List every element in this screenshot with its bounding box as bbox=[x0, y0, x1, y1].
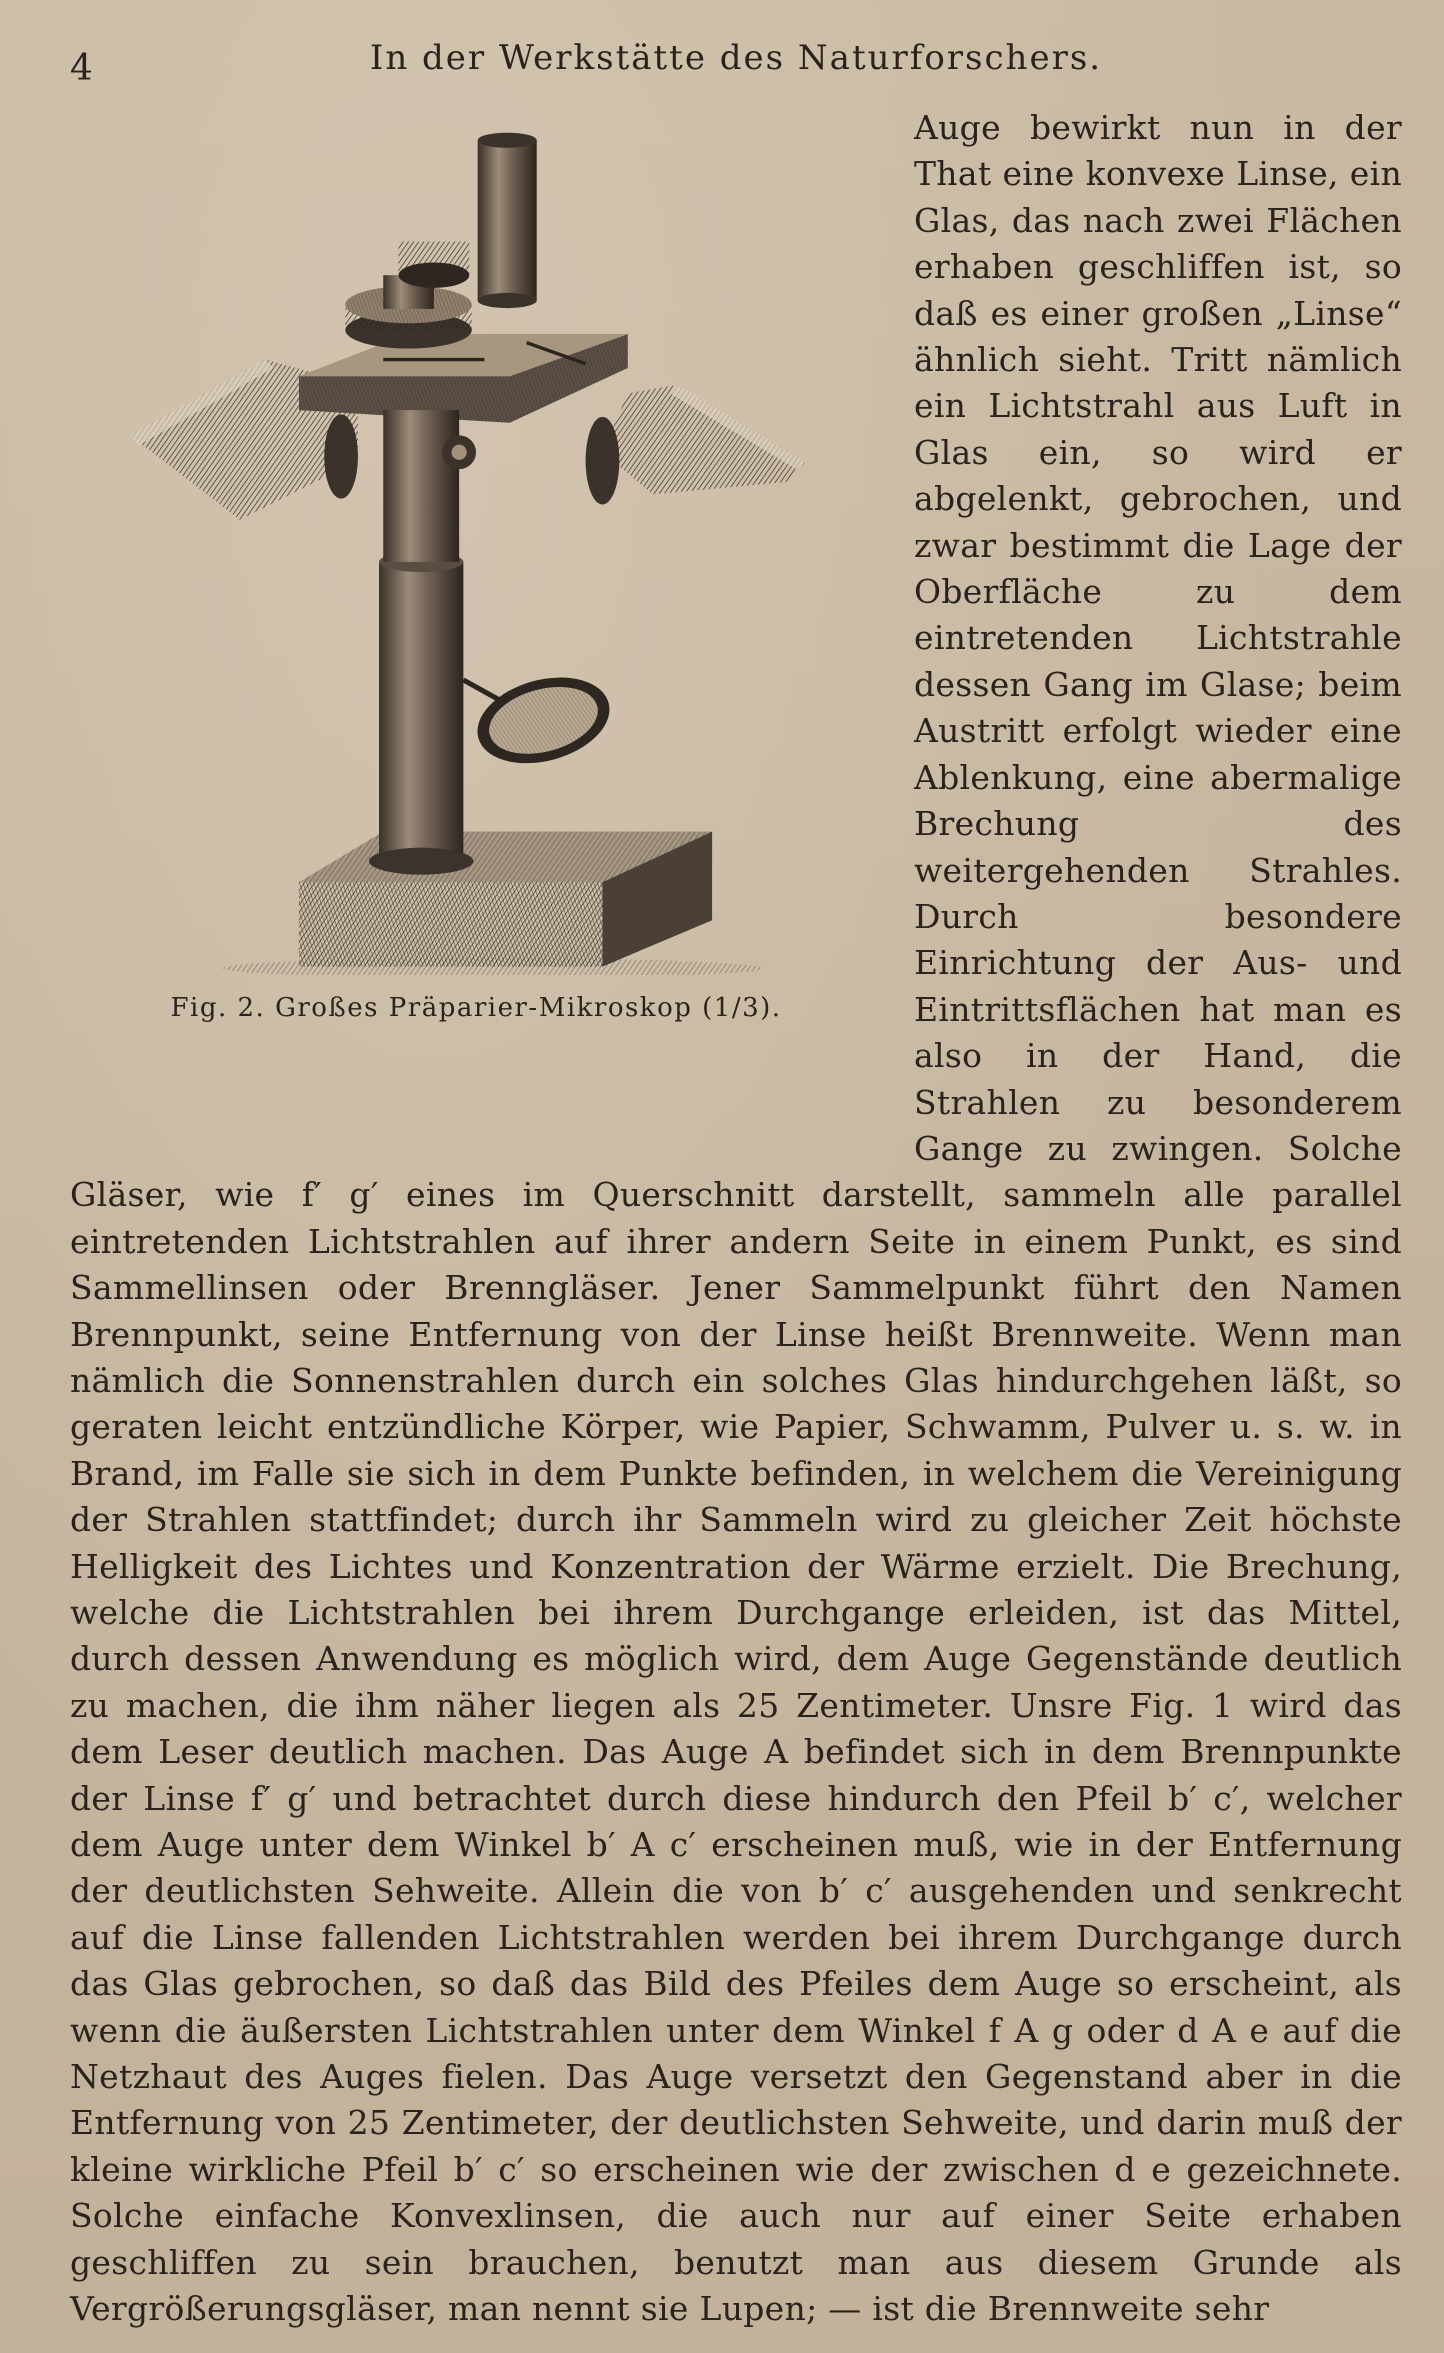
figure-caption: Fig. 2. Großes Präparier-Mikroskop (1/3). bbox=[170, 993, 782, 1023]
figure-microscope bbox=[66, 115, 886, 1161]
page-header bbox=[70, 0, 1402, 105]
running-head: In der Werkstätte des Naturforschers. bbox=[369, 38, 1103, 78]
paragraph: Auge bewirkt nun in der That eine konvexe Linse, ein Glas, das nach zwei Flächen erhaben geschliffen ist, so daß es einer großen „Linse“ ähnlich sieht. Tritt nämlich ein Lichtstrahl aus Luft in Glas ein, so wird er abgelenkt, gebrochen, und zwar bestimmt die Lage der Oberfläche zu dem eintretenden Lichtstrahle dessen Gang im Glase; beim Austritt erfolgt wieder eine Ablenkung, eine abermalige Brechung des weitergehenden Strahles. Durch besondere Einrichtung der Aus- und Eintrittsflächen hat man es also in der Hand, die Strahlen zu besonderem Gange zu zwingen. Solche Gläser, wie f′ g′ eines im Querschnitt darstellt, sammeln alle parallel eintretenden Lichtstrahlen auf ihrer andern Seite in einem Punkt, es sind Sammellinsen oder Brenngläser. Jener Sammelpunkt führt den Namen Brennpunkt, seine Entfernung von der Linse heißt Brennweite. Wenn man nämlich die Sonnenstrahlen durch ein solches Glas hindurchgehen läßt, so geraten leicht entzündliche Körper, wie Papier, Schwamm, Pulver u. s. w. in Brand, im Falle sie sich in dem Punkte befinden, in welchem die Vereinigung der Strahlen stattfindet; durch ihr Sammeln wird zu gleicher Zeit höchste Helligkeit des Lichtes und Konzentration der Wärme erzielt. Die Brechung, welche die Lichtstrahlen bei ihrem Durchgange erleiden, ist das Mittel, durch dessen Anwendung es möglich wird, dem Auge Gegenstände deutlich zu machen, die ihm näher liegen als 25 Zentimeter. Unsre Fig. 1 wird das dem Leser deutlich machen. Das Auge A befindet sich in dem Brennpunkte der Linse f′ g′ und betrachtet durch diese hindurch den Pfeil b′ c′, welcher dem Auge unter dem Winkel b′ A c′ erscheinen muß, wie in der Entfernung der deutlichsten Sehweite. Allein die von b′ c′ ausgehenden und senkrecht auf die Linse fallenden Lichtstrahlen werden bei ihrem Durchgange durch das Glas gebrochen, so daß das Bild des Pfeiles dem Auge so erscheint, als wenn die äußersten Lichtstrahlen unter dem Winkel f A g oder d A e auf die Netzhaut des Auges fielen. Das Auge versetzt den Gegenstand aber in die Entfernung von 25 Zentimeter, der deutlichsten Sehweite, und darin muß der kleine wirkliche Pfeil b′ c′ so erscheinen wie der zwischen d e gezeichnete. Solche einfache Konvexlinsen, die auch nur auf einer Seite erhaben geschliffen zu sein brauchen, benutzt man aus diesem Grunde als Vergrößerungsgläser, man nennt sie Lupen; — ist die Brennweite sehr bbox=[70, 108, 1402, 2329]
microscope-illustration bbox=[66, 115, 886, 975]
page-number: 4 bbox=[70, 48, 94, 89]
body-text-block bbox=[70, 105, 1402, 2333]
